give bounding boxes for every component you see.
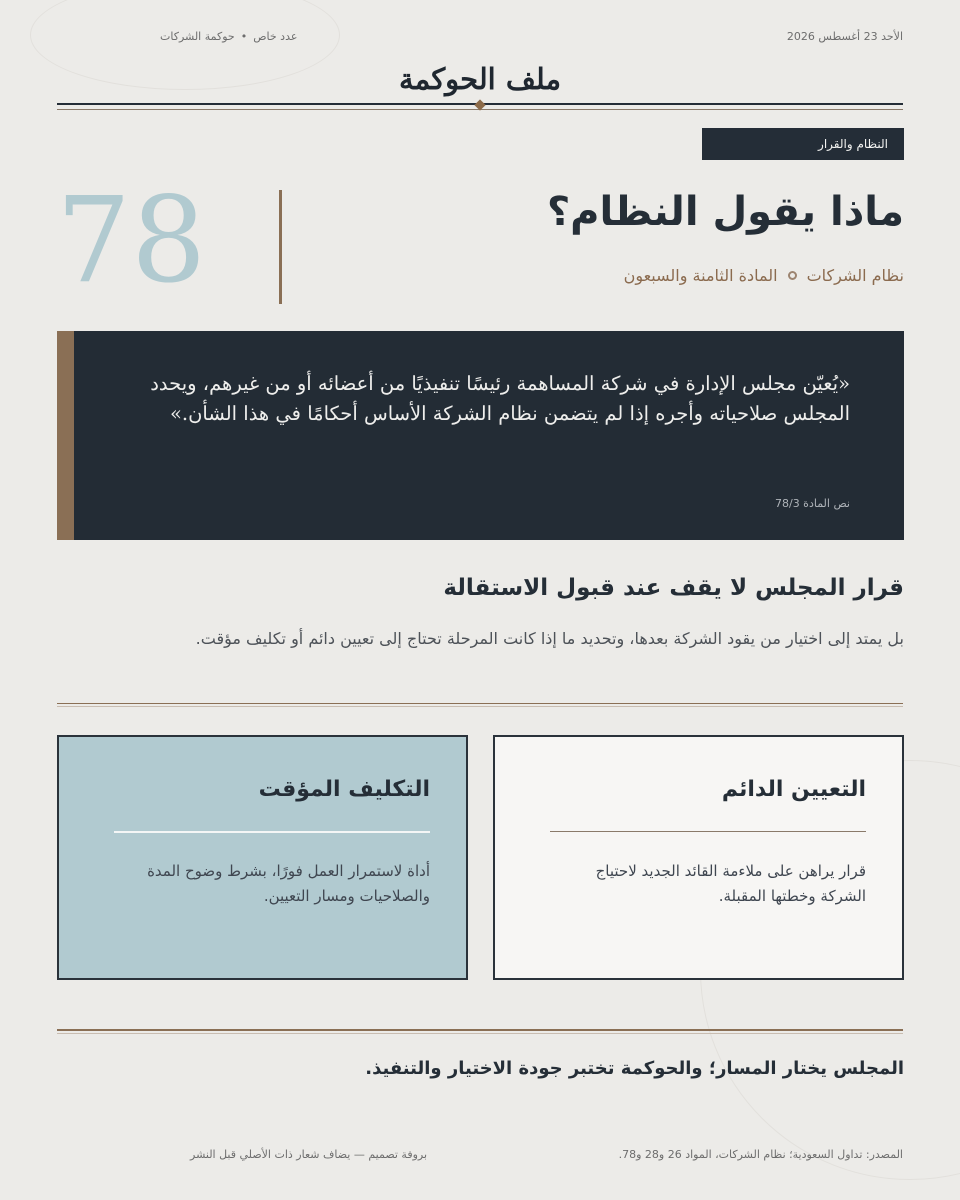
sub-article: المادة الثامنة والسبعون [623,266,778,285]
section-rule [57,703,903,704]
card-divider [550,831,866,832]
issue-separator: • [240,29,248,43]
conclusion-text: المجلس يختار المسار؛ والحوكمة تختبر جودة الاختيار والتنفيذ. [365,1058,904,1079]
card-temporary-assignment [57,735,468,980]
section-title: قرار المجلس لا يقف عند قبول الاستقالة [443,575,904,601]
issue-info [160,30,297,43]
article-number: 78 [56,171,207,309]
conclusion-rule [57,1029,903,1031]
card-body: أداة لاستمرار العمل فورًا، بشرط وضوح المدة والصلاحيات ومسار التعيين. [147,862,430,905]
issue-topic: حوكمة الشركات [160,29,235,43]
section-tag-label: النظام والقرار [818,137,888,151]
bullet-ring-icon [788,271,797,280]
vertical-divider [279,190,282,304]
card-title: التعيين الدائم [721,777,866,802]
section-rule-thin [57,706,903,707]
footer [190,1148,903,1161]
masthead-title: ملف الحوكمة [399,62,561,96]
section-tag [702,128,904,160]
conclusion-rule-thin [57,1033,903,1034]
footer-note: بروفة تصميم — يضاف شعار ذات الأصلي قبل النشر [190,1148,428,1161]
quote-source: نص المادة 78/3 [774,497,850,510]
issue-label: عدد خاص [253,29,298,43]
sub-source: نظام الشركات [806,266,904,285]
headline-subline [624,266,904,285]
card-permanent-appointment [493,735,904,980]
quote-box [57,331,904,540]
section-body: بل يمتد إلى اختيار من يقود الشركة بعدها، وتحديد ما إذا كانت المرحلة تحتاج إلى تعيين دائم أو تكليف مؤقت. [195,629,904,648]
issue-date: الأحد 23 أغسطس 2026 [786,29,903,43]
page-headline: ماذا يقول النظام؟ [546,189,904,235]
card-divider [114,831,430,833]
footer-source: المصدر: تداول السعودية؛ نظام الشركات، المواد 26 و28 و78. [618,1148,903,1161]
quote-text: «يُعيّن مجلس الإدارة في شركة المساهمة رئيسًا تنفيذيًا من أعضائه أو من غيرهم، ويحدد المجلس صلاحياته وأجره إذا لم يتضمن نظام الشركة الأساس أحكامًا في هذا الشأن.» [150,372,850,426]
card-body: قرار يراهن على ملاءمة القائد الجديد لاحتياج الشركة وخطتها المقبلة. [595,862,866,905]
top-bar [160,26,903,46]
card-title: التكليف المؤقت [258,777,430,802]
